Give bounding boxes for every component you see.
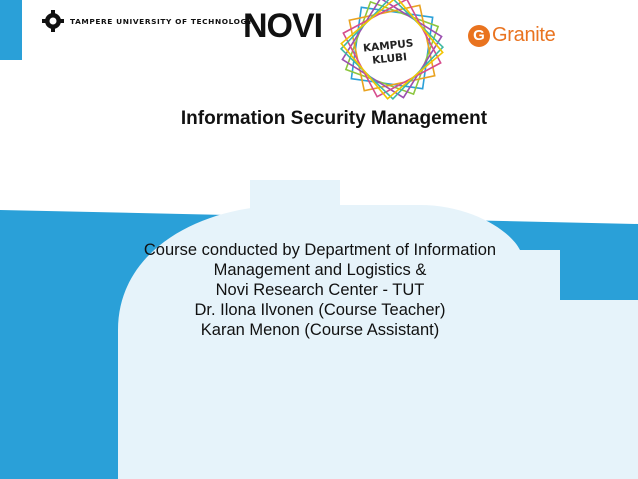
course-info xyxy=(104,240,536,340)
tut-logo xyxy=(42,10,253,32)
kampus-label: KAMPUS xyxy=(362,37,414,55)
course-line: Course conducted by Department of Information xyxy=(143,241,497,259)
gear-tooth-right xyxy=(560,300,638,390)
granite-logo xyxy=(468,24,556,47)
gear-tooth-top xyxy=(250,180,340,230)
novi-logo: NOVI xyxy=(243,7,323,45)
top-left-accent xyxy=(0,0,22,60)
klubi-label: KLUBI xyxy=(371,51,408,67)
slide-title: Information Security Management xyxy=(180,108,488,129)
course-line: Dr. Ilona Ilvonen (Course Teacher) xyxy=(194,301,446,319)
tut-logo-text: TAMPERE UNIVERSITY OF TECHNOLOGY xyxy=(70,16,254,26)
granite-g-icon: G xyxy=(468,25,490,47)
granite-logo-text: Granite xyxy=(492,24,556,46)
course-line: Novi Research Center - TUT xyxy=(215,281,425,299)
course-line: Karan Menon (Course Assistant) xyxy=(200,321,440,339)
gear-icon xyxy=(42,10,64,32)
course-line: Management and Logistics & xyxy=(213,261,427,279)
